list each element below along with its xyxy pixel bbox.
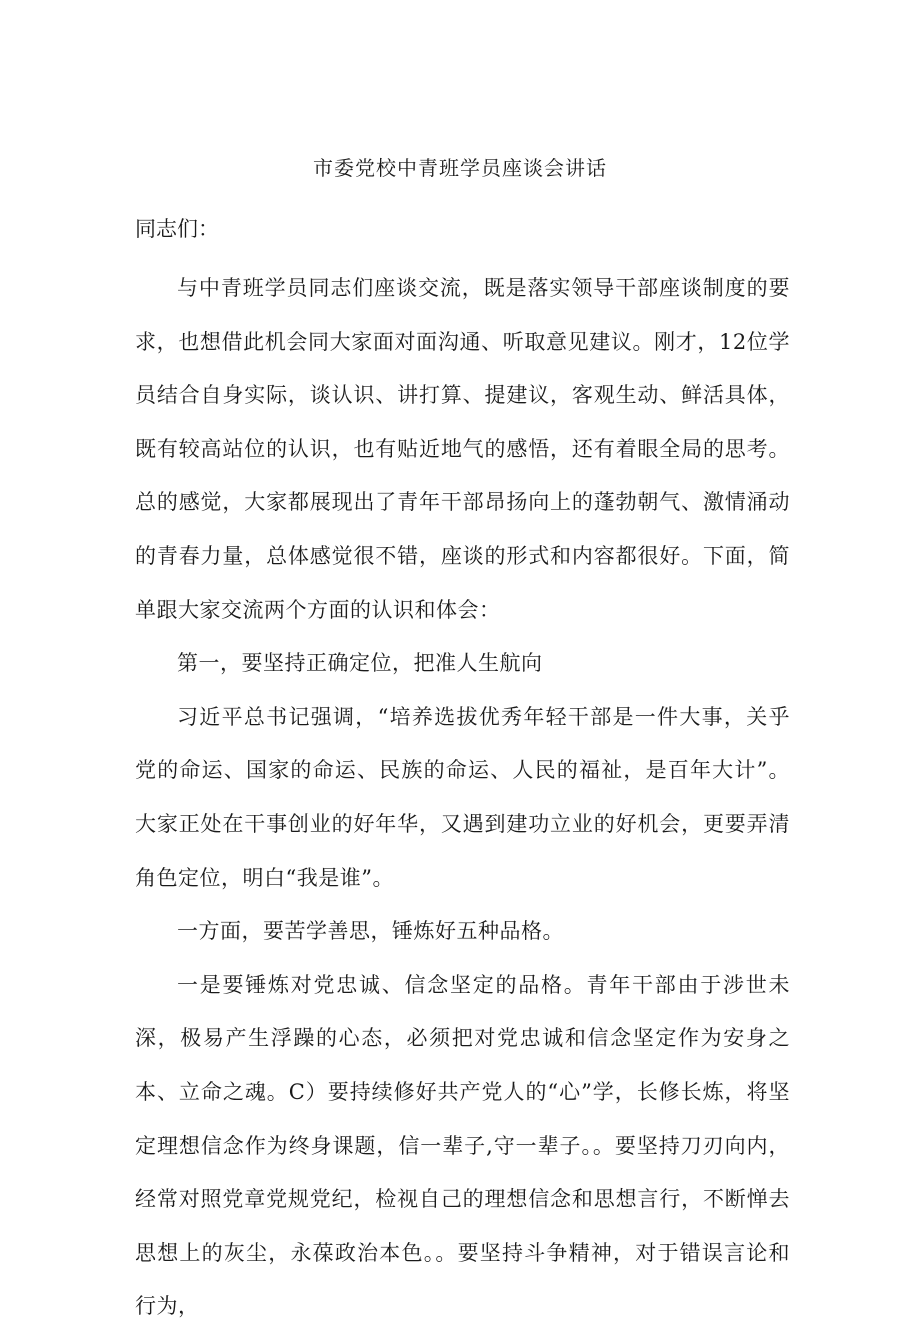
- document-body: [135, 262, 790, 1334]
- document-title: 市委党校中青班学员座谈会讲话: [313, 156, 607, 180]
- paragraph-quote: 习近平总书记强调，“培养选拔优秀年轻干部是一件大事，关乎党的命运、国家的命运、民族的命运、人民的福祉，是百年大计”。大家正处在干事创业的好年华，又遇到建功立业的好机会，更要弄清角色定位，明白“我是谁”。: [135, 704, 790, 890]
- subheading-one-aspect: 一方面，要苦学善思，锤炼好五种品格。: [177, 919, 564, 944]
- paragraph-loyalty: 一是要锤炼对党忠诚、信念坚定的品格。青年干部由于涉世未深，极易产生浮躁的心态，必须把对党忠诚和信念坚定作为安身之本、立命之魂。C）要持续修好共产党人的“心”学，长修长炼，将坚定理想信念作为终身课题，信一辈子,守一辈子。。要坚持刀刃向内，经常对照党章党规党纪，检视自己的理想信念和思想言行，不断惮去思想上的灰尘，永葆政治本色。。要坚持斗争精神，对于错误言论和行为，: [135, 972, 790, 1319]
- greeting: 同志们：: [135, 217, 219, 241]
- paragraph-intro: 与中青班学员同志们座谈交流，既是落实领导干部座谈制度的要求，也想借此机会同大家面对面沟通、听取意见建议。刚才，12位学员结合自身实际，谈认识、讲打算、提建议，客观生动、鲜活具体，既有较高站位的认识，也有贴近地气的感悟，还有着眼全局的思考。总的感觉，大家都展现出了青年干部昂扬向上的蓬勃朝气、激情涌动的青春力量，总体感觉很不错，座谈的形式和内容都很好。下面，简单跟大家交流两个方面的认识和体会：: [135, 276, 790, 622]
- section-heading-first: 第一，要坚持正确定位，把准人生航向: [177, 651, 543, 676]
